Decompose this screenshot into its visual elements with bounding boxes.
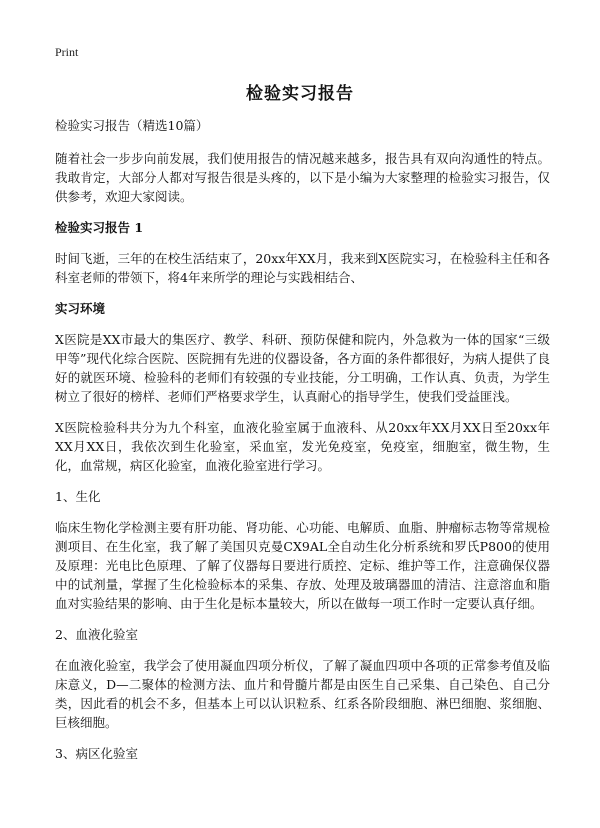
section-ward-lab: 3、病区化验室 bbox=[55, 746, 138, 761]
print-link[interactable]: Print bbox=[55, 45, 79, 59]
paragraph-biochemistry: 临床生物化学检测主要有肝功能、肾功能、心功能、电解质、血脂、肿瘤标志物等常规检测项目、在生化室，我了解了美国贝克曼CX9AL全自动生化分析系统和罗氏P800的使用及原理：光电比色原理、了解了仪器每日要进行质控、定标、维护等工作，注意确保仪器中的试剂量，掌握了生化检验标本的采集、存放、处理及玻璃器皿的清洁、注意溶血和脂血对实验结果的影响、由于生化是标本量较大，所以在做每一项工作时一定要认真仔细。 bbox=[55, 520, 550, 611]
document-body bbox=[55, 116, 550, 775]
paragraph-departments: X医院检验科共分为九个科室，血液化验室属于血液科、从20xx年XX月XX日至20xx年XX月XX日，我依次到生化验室，采血室，发光免疫室，免疫室，细胞室，微生物，生化，血常规，病区化验室，血液化验室进行学习。 bbox=[55, 420, 550, 473]
paragraph-hospital: X医院是XX市最大的集医疗、教学、科研、预防保健和院内，外急救为一体的国家“三级甲等”现代化综合医院、医院拥有先进的仪器设备，各方面的条件都很好，为病人提供了良好的就医环境、检验科的老师们有较强的专业技能，分工明确，工作认真、负责，为学生树立了很好的榜样、老师们严格要求学生，认真耐心的指导学生，使我们受益匪浅。 bbox=[55, 332, 550, 404]
paragraph-blood-lab: 在血液化验室，我学会了使用凝血四项分析仪，了解了凝血四项中各项的正常参考值及临床意义，D—二聚体的检测方法、血片和骨髓片都是由医生自己采集、自己染色、自己分类，因此看的机会不多，但基本上可以认识粒系、红系各阶段细胞、淋巴细胞、浆细胞、巨核细胞。 bbox=[55, 658, 550, 730]
intro-paragraph: 随着社会一步步向前发展，我们使用报告的情况越来越多，报告具有双向沟通性的特点。我敢肯定，大部分人都对写报告很是头疼的，以下是小编为大家整理的检验实习报告，仅供参考，欢迎大家阅读。 bbox=[55, 151, 550, 204]
heading-environment: 实习环境 bbox=[55, 301, 106, 316]
report-heading-1: 检验实习报告 1 bbox=[55, 220, 144, 235]
section-blood-lab: 2、血液化验室 bbox=[55, 627, 138, 642]
document-title: 检验实习报告 bbox=[246, 84, 354, 104]
section-biochemistry: 1、生化 bbox=[55, 489, 101, 504]
paragraph-arrival: 时间飞逝，三年的在校生活结束了，20xx年XX月，我来到X医院实习，在检验科主任和各科室老师的带领下，将4年来所学的理论与实践相结合、 bbox=[55, 251, 550, 285]
document-subtitle: 检验实习报告（精选10篇） bbox=[55, 118, 209, 133]
